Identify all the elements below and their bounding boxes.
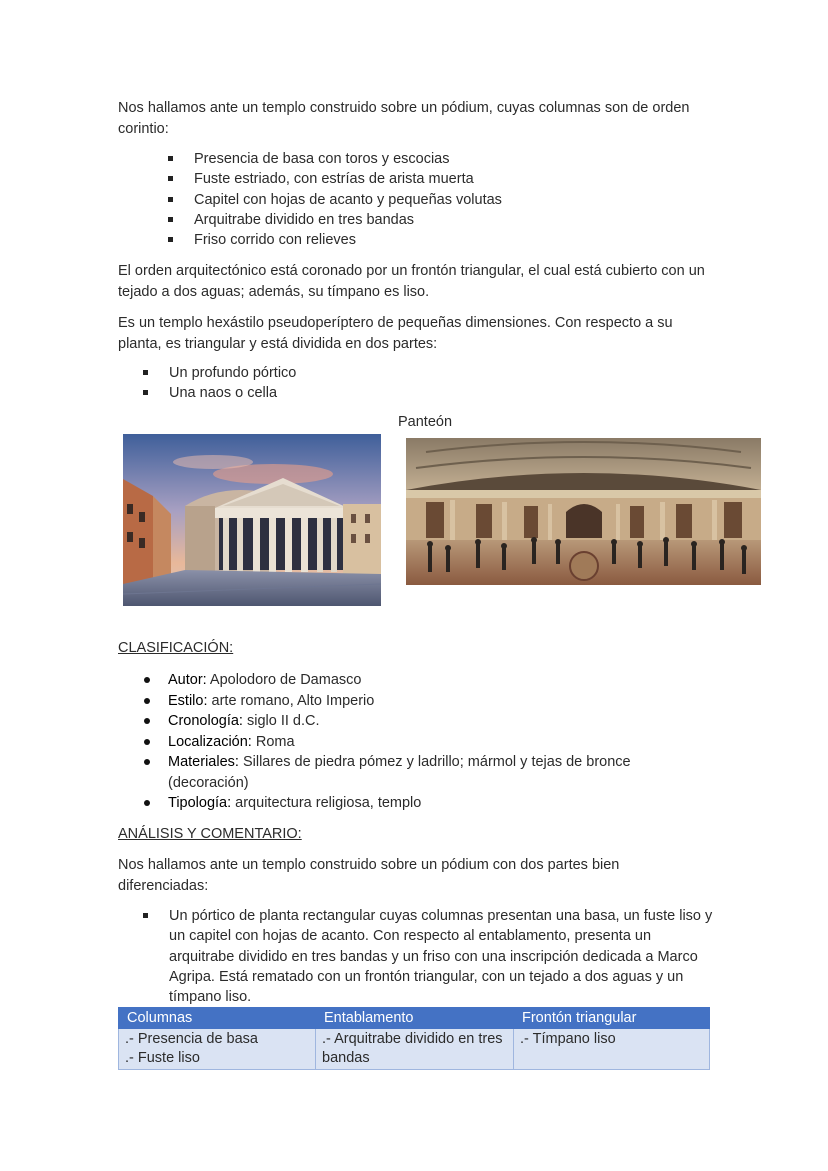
item-value: Roma bbox=[251, 733, 295, 750]
cell-line: .- Arquitrabe dividido en tres bandas bbox=[322, 1031, 503, 1066]
list-item bbox=[144, 732, 684, 753]
table-header-row bbox=[119, 1008, 710, 1029]
analisis-paragraph: Nos hallamos ante un templo construido sobre un pódium con dos partes bien diferenciadas: bbox=[118, 857, 620, 894]
summary-table bbox=[118, 1007, 710, 1070]
table-cell bbox=[514, 1029, 710, 1070]
item-label: Localización: bbox=[168, 733, 252, 750]
fronton-paragraph: El orden arquitectónico está coronado por un frontón triangular, el cual está cubierto con un tejado a dos aguas; además, su tímpano es liso. bbox=[118, 263, 705, 300]
item-value: Sillares de piedra pómez y ladrillo; mármol y tejas de bronce (decoración) bbox=[168, 754, 631, 791]
item-label: Tipología: bbox=[168, 795, 232, 811]
table-cell bbox=[119, 1029, 316, 1070]
column-header: Columnas bbox=[119, 1008, 316, 1029]
list-item bbox=[144, 752, 684, 793]
list-item: Un pórtico de planta rectangular cuyas columnas presentan una basa, un fuste liso y un capitel con hojas de acanto. Con respecto al entablamento, presenta un arquitrabe dividido en tres bandas y un friso con una inscripción dedicada a Marco Agripa. Está rematado con un frontón triangular, con un tejado a dos aguas y un tímpano liso. bbox=[143, 906, 713, 1007]
list-item: Capitel con hojas de acanto y pequeñas volutas bbox=[168, 190, 688, 210]
list-item: Una naos o cella bbox=[143, 383, 543, 403]
pantheon-exterior-photo bbox=[123, 434, 381, 606]
item-label: Materiales: bbox=[168, 754, 239, 770]
item-label: Estilo: bbox=[168, 692, 208, 709]
item-label: Autor: bbox=[168, 672, 207, 688]
table-row bbox=[119, 1029, 710, 1070]
item-value: Apolodoro de Damasco bbox=[206, 672, 362, 688]
cell-line: .- Fuste liso bbox=[125, 1050, 200, 1066]
column-header: Entablamento bbox=[316, 1008, 514, 1029]
list-item: Fuste estriado, con estrías de arista muerta bbox=[168, 169, 688, 189]
pantheon-interior-photo bbox=[406, 438, 761, 585]
clasificacion-list bbox=[144, 670, 684, 814]
item-label: Cronología: bbox=[168, 713, 243, 729]
planta-parts-list bbox=[143, 363, 543, 404]
list-item: Presencia de basa con toros y escocias bbox=[168, 149, 688, 169]
list-item bbox=[144, 691, 684, 712]
item-value: arte romano, Alto Imperio bbox=[207, 692, 375, 709]
item-value: arquitectura religiosa, templo bbox=[231, 795, 422, 811]
list-item bbox=[144, 670, 684, 691]
analisis-heading: ANÁLISIS Y COMENTARIO: bbox=[118, 826, 302, 842]
analisis-list bbox=[143, 906, 713, 1007]
list-item: Un profundo pórtico bbox=[143, 363, 543, 383]
cell-line: .- Tímpano liso bbox=[520, 1031, 616, 1047]
image-caption: Panteón bbox=[398, 414, 453, 430]
hexastilo-paragraph: Es un templo hexástilo pseudoperíptero de pequeñas dimensiones. Con respecto a su planta, es triangular y está dividida en dos partes: bbox=[118, 315, 673, 352]
list-item: Friso corrido con relieves bbox=[168, 230, 688, 250]
item-value: siglo II d.C. bbox=[242, 713, 320, 729]
list-item: Arquitrabe dividido en tres bandas bbox=[168, 210, 688, 230]
corinthian-features-list bbox=[168, 149, 688, 250]
list-item bbox=[144, 711, 684, 732]
list-item bbox=[144, 793, 684, 814]
intro-paragraph: Nos hallamos ante un templo construido sobre un pódium, cuyas columnas son de orden corintio: bbox=[118, 100, 690, 137]
table-cell bbox=[316, 1029, 514, 1070]
cell-line: .- Presencia de basa bbox=[125, 1031, 258, 1047]
column-header: Frontón triangular bbox=[514, 1008, 710, 1029]
clasificacion-heading: CLASIFICACIÓN: bbox=[118, 640, 234, 656]
